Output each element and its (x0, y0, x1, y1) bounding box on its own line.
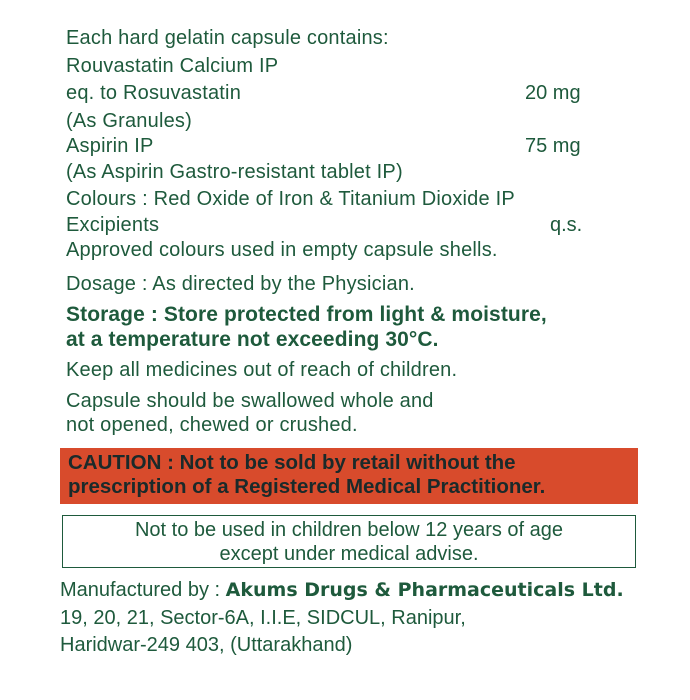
ingredient-2-form: (As Aspirin Gastro-resistant tablet IP) (66, 161, 403, 183)
excipients-line: Excipients (66, 214, 160, 236)
ingredient-2-name: Aspirin IP (66, 135, 154, 157)
caution-line-1: CAUTION : Not to be sold by retail without the (68, 451, 516, 474)
manufacturer-address-1: 19, 20, 21, Sector-6A, I.I.E, SIDCUL, Ranipur, (60, 607, 466, 629)
ingredient-1-form: (As Granules) (66, 110, 192, 132)
manufacturer-line (60, 578, 624, 602)
children-warning-line-2: except under medical advise. (219, 543, 479, 565)
ingredient-1-equivalent: eq. to Rosuvastatin (66, 82, 242, 104)
manufacturer-company: Akums Drugs & Pharmaceuticals Ltd. (225, 579, 624, 601)
storage-line-2: at a temperature not exceeding 30°C. (66, 328, 439, 351)
manufacturer-address-2: Haridwar-249 403, (Uttarakhand) (60, 634, 353, 656)
colours-line: Colours : Red Oxide of Iron & Titanium Dioxide IP (66, 188, 515, 210)
caution-line-2: prescription of a Registered Medical Practitioner. (68, 475, 546, 498)
approved-colours-line: Approved colours used in empty capsule shells. (66, 239, 498, 261)
caution-banner (60, 448, 638, 504)
manufacturer-label: Manufactured by : (60, 579, 226, 601)
storage-line-1: Storage : Store protected from light & moisture, (66, 303, 547, 326)
swallow-line-2: not opened, chewed or crushed. (66, 414, 358, 436)
ingredient-2-quantity: 75 mg (525, 135, 581, 157)
ingredient-1-name: Rouvastatin Calcium IP (66, 55, 279, 77)
ingredient-1-quantity: 20 mg (525, 82, 581, 104)
excipients-quantity: q.s. (550, 214, 583, 236)
composition-heading: Each hard gelatin capsule contains: (66, 27, 389, 49)
children-warning-line-1: Not to be used in children below 12 years of age (134, 519, 564, 541)
children-warning-box (62, 515, 636, 568)
swallow-line-1: Capsule should be swallowed whole and (66, 390, 434, 412)
dosage-line: Dosage : As directed by the Physician. (66, 273, 415, 295)
keep-away-line: Keep all medicines out of reach of children. (66, 359, 458, 381)
